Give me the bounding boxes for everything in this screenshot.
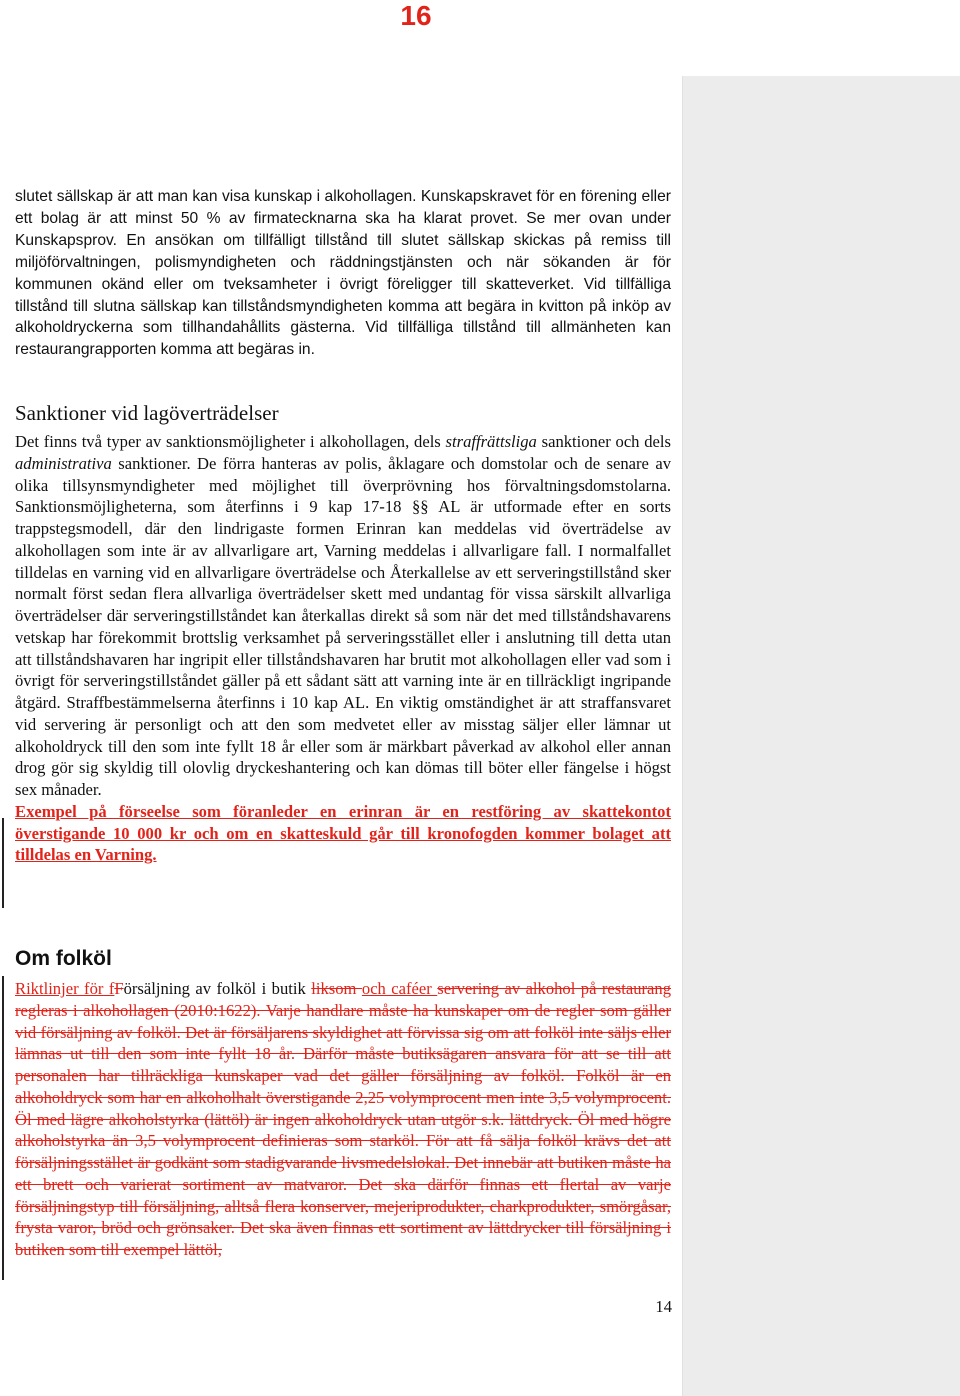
tracked-deletion: liksom [311, 979, 362, 998]
tracked-deletion: servering av alkohol på restaurang regleras i alkohollagen (2010:1622). Varje handlare måste ha kunskaper om de regler som gäller vid försäljning av folköl. Det är försäljarens skyldighet att förvissa sig om att folköl inte säljs eller lämnas ut till den som inte fyllt 18 år. Därför måste butiksägaren ansvara för att se till att personalen har tillräckliga kunskaper vad det gäller försäljning av folköl. Folköl är en alkoholdryck som har en alkoholhalt överstigande 2,25 volymprocent men inte 3,5 volymprocent. Öl med lägre alkoholstyrka (lättöl) är ingen alkoholdryck utan utgör s.k. lättdryck. Öl med högre alkoholstyrka än 3,5 volymprocent definieras som starköl. För att få sälja folköl krävs det att försäljningsstället är godkänt som stadigvarande livsmedelslokal. Det innebär att butiken måste ha ett brett och varierat sortiment av matvaror. Det ska därför finnas ett flertal av varje försäljningstyp till försäljning, alltså flera konserver, mejeriprodukter, charkprodukter, smörgåsar, frysta varor, bröd och grönsaker. Det ska även finnas ett sortiment av lättdrycker till försäljning i butiken som till exempel lättöl, [15, 979, 671, 1259]
italic-term: administrativa [15, 453, 112, 473]
section-folkol [15, 946, 671, 1261]
tracked-insertion: Exempel på förseelse som föranleder en erinran är en restföring av skattekontot överstigande 10 000 kr och om en skatteskuld går till kronofogden kommer bolaget att tilldelas en Varning. [15, 801, 671, 865]
tracked-deletion: F [114, 979, 124, 998]
paragraph-text: slutet sällskap är att man kan visa kunskap i alkohollagen. Kunskapskravet för en förening eller ett bolag är att minst 50 % av firmatecknarna ska ha klarat provet. Se mer ovan under Kunskapsprov. En ansökan om tillfälligt tillstånd till slutet sällskap skickas på remiss till miljöförvaltningen, polismyndigheten och räddningstjänsten och när sökanden är för kommunen okänd eller om tveksamheter i övrigt föreligger till skatteverket. Vid tillfälliga tillstånd till slutna sällskap kan tillståndsmyndigheten komma att begära in kvitton på inköp av alkoholdryckerna som tillhandahållits gästerna. Vid tillfälliga tillstånd till allmänheten kan restaurangrapporten komma att begäras in. [15, 188, 671, 359]
sanctions-paragraph [15, 431, 671, 801]
section-sanctions [15, 400, 671, 866]
text-segment: Det finns två typer av sanktionsmöjligheter i alkohollagen, dels [15, 432, 446, 451]
text-segment: sanktioner och dels [536, 432, 671, 451]
page-marker: 16 [400, 0, 432, 31]
tracked-insertion: Riktlinjer för f [15, 979, 115, 998]
comment-pane [682, 76, 960, 1396]
italic-term: straffrättsliga [445, 432, 537, 451]
text-segment: örsäljning av folköl i butik [123, 979, 312, 998]
folkol-paragraph [15, 978, 671, 1261]
page-number: 14 [655, 1297, 672, 1316]
section-heading: Om folköl [15, 947, 112, 970]
change-bar [2, 976, 4, 1280]
paragraph-klubb [15, 186, 671, 361]
tracked-insertion: och caféer [361, 979, 438, 998]
text-segment: sanktioner. De förra hanteras av polis, åklagare och domstolar och de senare av olika tillsynsmyndigheter med möjlighet till överprövning hos förvaltningsdomstolarna. Sanktionsmöjligheterna, som återfinns i 9 kap 17-18 §§ AL är utformade efter en sorts trappstegsmodell, där den lindrigaste formen Erinran kan meddelas vid överträdelse av alkohollagen som inte är av allvarligare art, Varning meddelas i allvarligare fall. I normalfallet tilldelas en varning vid en allvarligare överträdelse och Återkallelse av ett serveringstillstånd sker normalt först sedan flera allvarliga överträdelser skett med undantag för vissa särskilt allvarliga överträdelser där serveringstillståndet kan återkallas direkt så som när det med tillståndshavarens vetskap har förekommit brottslig verksamhet på serveringsstället eller i anslutning till detta utan att tillståndshavaren har ingripit eller tillståndshavaren har brutit mot alkohollagen eller vad som i övrigt för serveringstillståndet gäller på ett sådant sätt att varning inte är en tillräckligt ingripande åtgärd. Straffbestämmelserna återfinns i 10 kap AL. En viktig omständighet är att straffansvaret vid servering är personligt och att den som medvetet eller av misstag säljer eller lämnar ut alkoholdryck till den som inte fyllt 18 år eller som är märkbart påverkad av alkohol eller annan drog gör sig skyldig till olovlig dryckeshantering och kan dömas till böter eller fängelse i högst sex månader. [15, 453, 671, 799]
inserted-example [15, 801, 671, 866]
section-heading: Sanktioner vid lagöverträdelser [15, 401, 279, 425]
change-bar [2, 818, 4, 908]
